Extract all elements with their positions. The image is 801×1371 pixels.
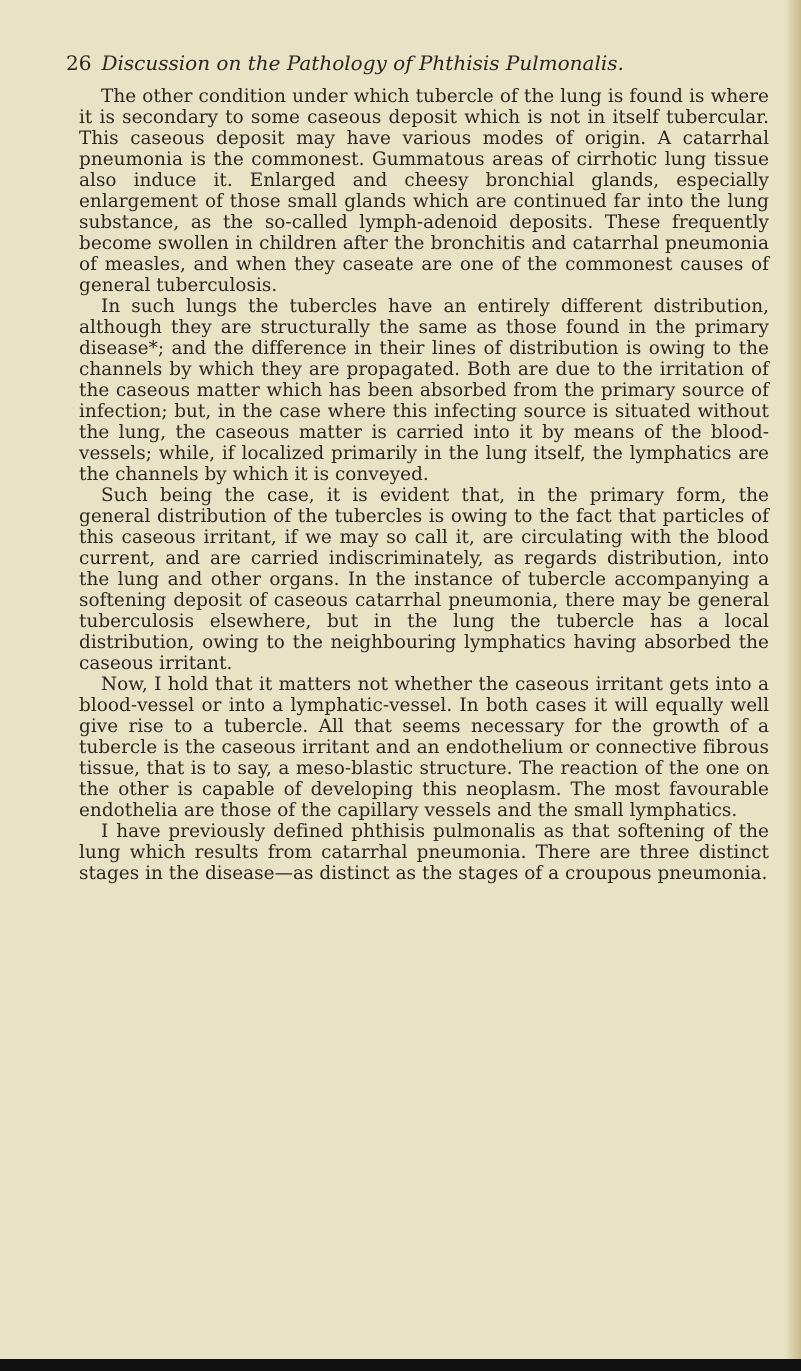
paragraph: The other condition under which tubercle of the lung is found is where it is secondary to some caseous deposit which is not in itself tubercular. This caseous deposit may have various modes of origin. A catarrhal pneumonia is the commonest. Gummatous areas of cirrhotic lung tissue also induce it. Enlarged and cheesy bronchial glands, especially enlargement of those small glands which are continued far into the lung substance, as the so-called lymph-adenoid deposits. These frequently become swollen in children after the bronchitis and catarrhal pneumonia of measles, and when they caseate are one of the commonest causes of general tuberculosis. (79, 86, 769, 296)
scan-bottom-edge (0, 1359, 801, 1371)
running-head (66, 50, 766, 76)
paragraph: Now, I hold that it matters not whether the caseous irritant gets into a blood-vessel or into a lymphatic-vessel. In both cases it will equally well give rise to a tubercle. All that seems necessary for the growth of a tubercle is the caseous irritant and an endothelium or connective fibrous tissue, that is to say, a meso-blastic structure. The reaction of the one on the other is capable of developing this neoplasm. The most favourable endothelia are those of the capillary vessels and the small lymphatics. (79, 674, 769, 821)
body-text (79, 86, 769, 884)
paragraph: In such lungs the tubercles have an entirely different distribution, although they are structurally the same as those found in the primary disease*; and the difference in their lines of distribution is owing to the channels by which they are propagated. Both are due to the irritation of the caseous matter which has been absorbed from the primary source of infection; but, in the case where this infecting source is situated without the lung, the caseous matter is carried into it by means of the blood-vessels; while, if localized primarily in the lung itself, the lymphatics are the channels by which it is conveyed. (79, 296, 769, 485)
page-number: 26 (66, 51, 92, 75)
paragraph: I have previously defined phthisis pulmonalis as that softening of the lung which results from catarrhal pneumonia. There are three distinct stages in the disease—as distinct as the stages of a croupous pneumonia. (79, 821, 769, 884)
page-edge-shadow (787, 0, 801, 1371)
paragraph: Such being the case, it is evident that, in the primary form, the general distribution of the tubercles is owing to the fact that particles of this caseous irritant, if we may so call it, are circulating with the blood current, and are carried indiscriminately, as regards distribution, into the lung and other organs. In the instance of tubercle accompanying a softening deposit of caseous catarrhal pneumonia, there may be general tuberculosis elsewhere, but in the lung the tubercle has a local distribution, owing to the neighbouring lymphatics having absorbed the caseous irritant. (79, 485, 769, 674)
running-title: Discussion on the Pathology of Phthisis Pulmonalis. (101, 51, 624, 75)
